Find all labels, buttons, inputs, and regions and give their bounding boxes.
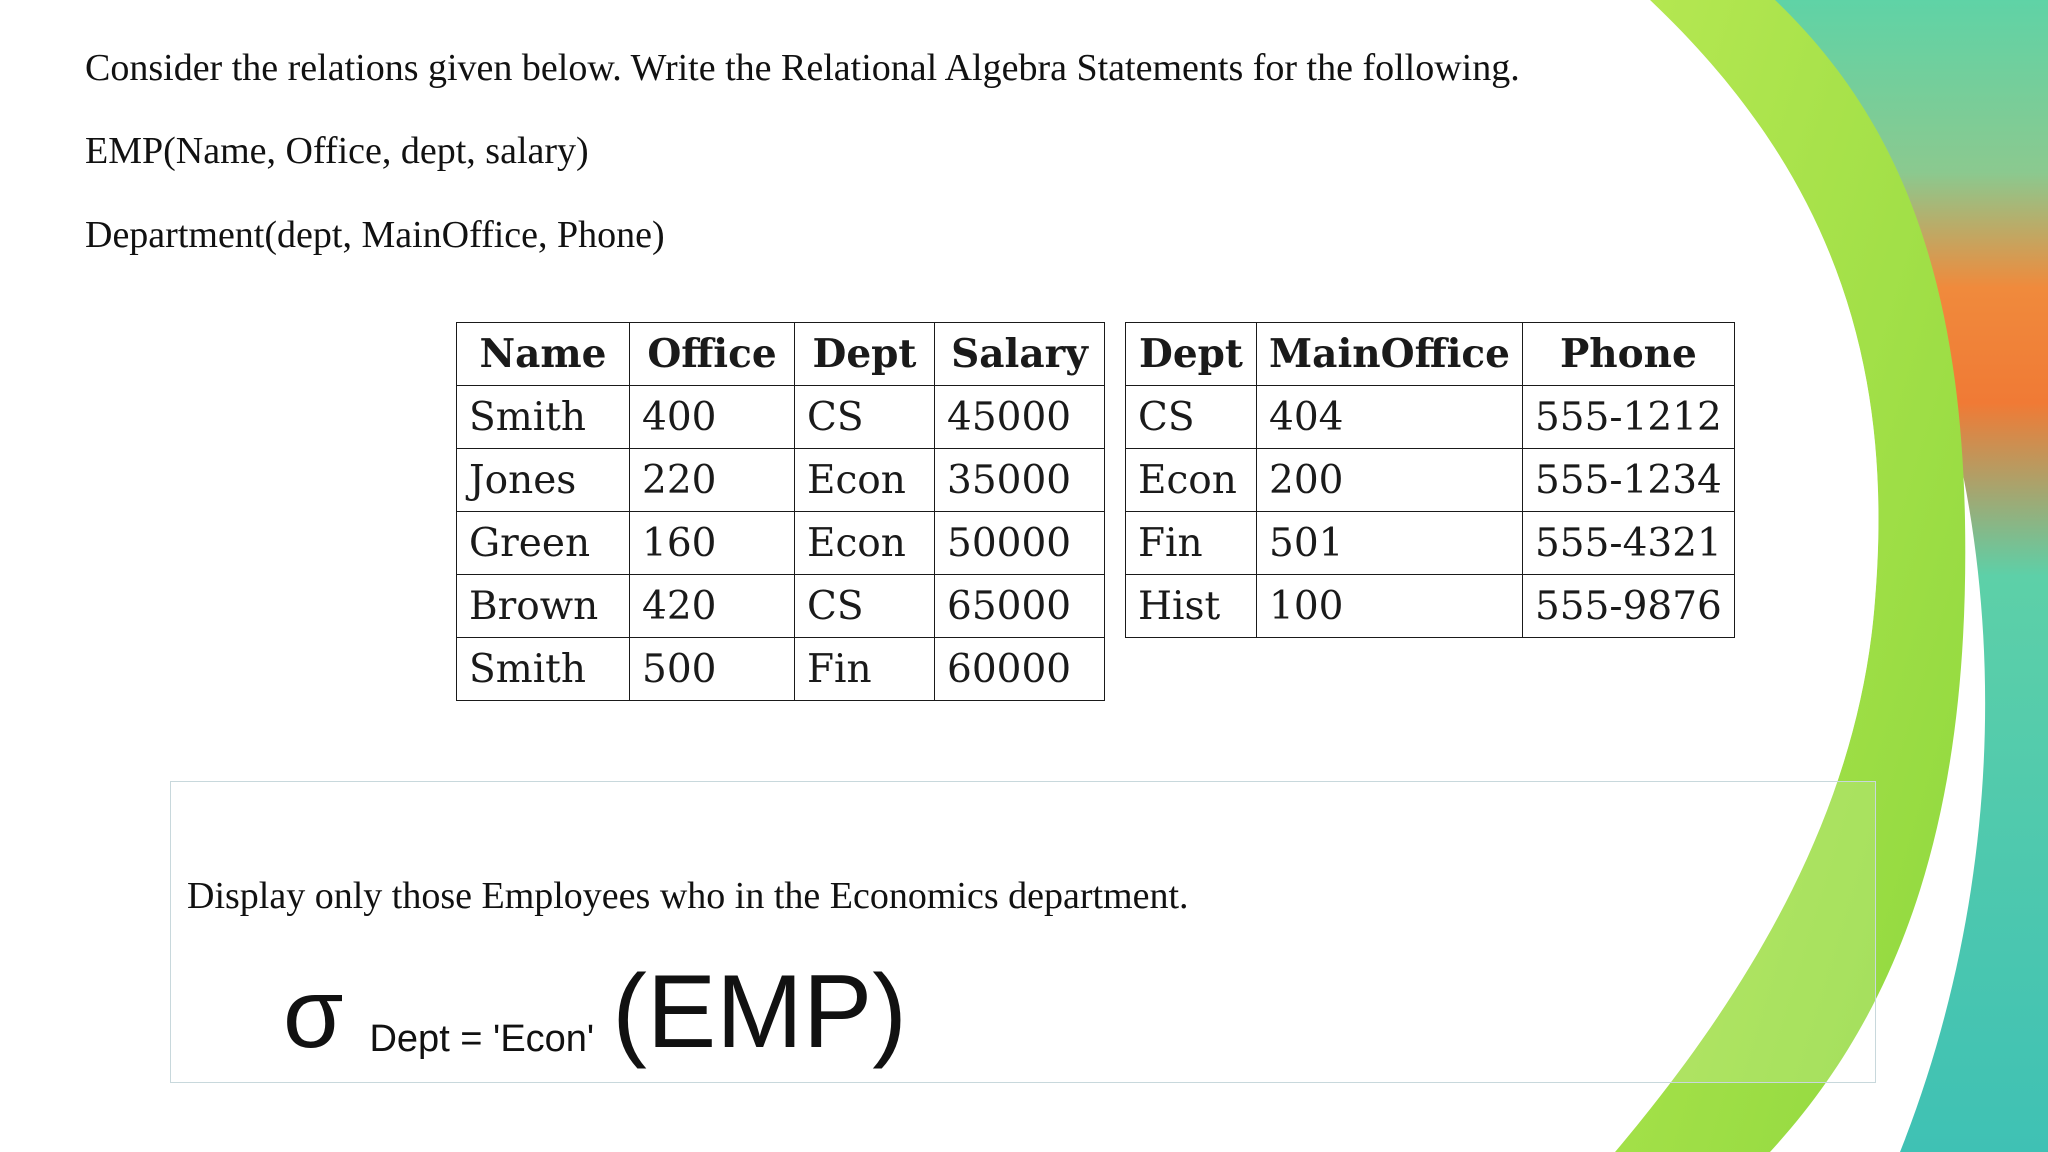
emp-table [456,322,1105,701]
table-cell: 50000 [935,512,1105,575]
table-header-row [1126,323,1735,386]
table-cell: Econ [795,512,935,575]
table-row [457,575,1105,638]
table-cell: CS [1126,386,1257,449]
table-cell: 404 [1257,386,1523,449]
column-header: Office [630,323,795,386]
table-cell: 420 [630,575,795,638]
table-cell: 220 [630,449,795,512]
table-cell: 45000 [935,386,1105,449]
table-cell: 35000 [935,449,1105,512]
table-row [457,386,1105,449]
table-cell: 200 [1257,449,1523,512]
table-row [457,512,1105,575]
table-cell: Green [457,512,630,575]
selection-condition: Dept = 'Econ' [369,1017,595,1060]
relational-algebra-formula [283,954,907,1070]
table-cell: Smith [457,638,630,701]
table-row [1126,575,1735,638]
table-row [1126,512,1735,575]
table-cell: Fin [795,638,935,701]
intro-question-line: Consider the relations given below. Write the Relational Algebra Statements for the following. [85,47,1520,89]
table-cell: 501 [1257,512,1523,575]
column-header: Dept [795,323,935,386]
question-text-box[interactable] [170,781,1876,1083]
table-row [457,449,1105,512]
table-cell: 555-1212 [1522,386,1734,449]
table-cell: 555-4321 [1522,512,1734,575]
column-header: MainOffice [1257,323,1523,386]
table-cell: 100 [1257,575,1523,638]
table-header-row [457,323,1105,386]
table-cell: 555-9876 [1522,575,1734,638]
table-row [1126,386,1735,449]
table-cell: Econ [795,449,935,512]
table-cell: 160 [630,512,795,575]
table-row [1126,449,1735,512]
table-cell: 555-1234 [1522,449,1734,512]
table-row [457,638,1105,701]
table-cell: 65000 [935,575,1105,638]
question-text: Display only those Employees who in the Economics department. [187,875,1189,917]
column-header: Salary [935,323,1105,386]
table-cell: Fin [1126,512,1257,575]
table-cell: CS [795,575,935,638]
column-header: Dept [1126,323,1257,386]
table-cell: Econ [1126,449,1257,512]
table-cell: Hist [1126,575,1257,638]
relation-name: (EMP) [612,954,907,1070]
department-schema-line: Department(dept, MainOffice, Phone) [85,214,665,256]
emp-schema-line: EMP(Name, Office, dept, salary) [85,130,589,172]
table-cell: CS [795,386,935,449]
table-cell: 400 [630,386,795,449]
column-header: Phone [1522,323,1734,386]
table-cell: 500 [630,638,795,701]
table-cell: 60000 [935,638,1105,701]
table-cell: Brown [457,575,630,638]
selection-operator: σ [283,958,344,1068]
table-cell: Smith [457,386,630,449]
table-cell: Jones [457,449,630,512]
column-header: Name [457,323,630,386]
department-table [1125,322,1735,638]
